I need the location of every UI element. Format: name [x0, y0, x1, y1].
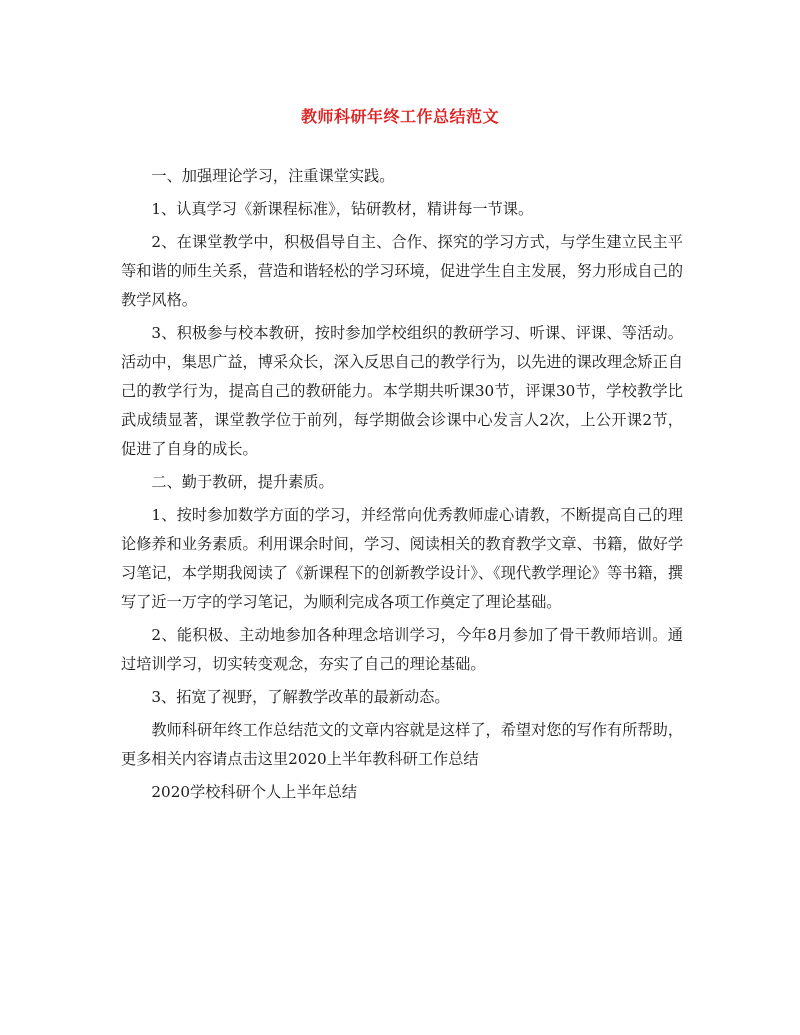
section-heading-2: 二、勤于教研，提升素质。 — [151, 473, 334, 491]
paragraph: 1、认真学习《新课程标准》，钻研教材，精讲每一节课。 — [151, 200, 534, 218]
related-article-title: 2020学校科研个人上半年总结 — [151, 783, 358, 801]
paragraph: 1、按时参加数学方面的学习，并经常向优秀教师虚心请教，不断提高自己的理论修养和业务素质。利用课余时间，学习、阅读相关的教育教学文章、书籍，做好学习笔记，本学期我阅读了《新课程下的创新教学设计》、《现代教学理论》等书籍，撰写了近一万字的学习笔记，为顺利完成各项工作奠定了理论基础。 — [121, 506, 683, 611]
closing-paragraph: 教师科研年终工作总结范文的文章内容就是这样了，希望对您的写作有所帮助，更多相关内容请点击这里2020上半年教科研工作总结 — [121, 721, 683, 768]
document-title: 教师科研年终工作总结范文 — [300, 107, 499, 126]
paragraph: 2、在课堂教学中，积极倡导自主、合作、探究的学习方式，与学生建立民主平等和谐的师生关系，营造和谐轻松的学习环境，促进学生自主发展，努力形成自己的教学风格。 — [121, 233, 683, 309]
document-body — [121, 162, 683, 811]
paragraph: 3、积极参与校本教研，按时参加学校组织的教研学习、听课、评课、等活动。活动中，集思广益，博采众长，深入反思自己的教学行为，以先进的课改理念矫正自己的教学行为，提高自己的教研能力。本学期共听课30节，评课30节，学校教学比武成绩显著，课堂教学位于前列，每学期做会诊课中心发言人2次，上公开课2节，促进了自身的成长。 — [121, 324, 683, 458]
section-heading-1: 一、加强理论学习，注重课堂实践。 — [151, 167, 395, 185]
paragraph: 2、能积极、主动地参加各种理念培训学习，今年8月参加了骨干教师培训。通过培训学习，切实转变观念，夯实了自己的理论基础。 — [121, 626, 683, 673]
paragraph: 3、拓宽了视野，了解教学改革的最新动态。 — [151, 688, 450, 706]
